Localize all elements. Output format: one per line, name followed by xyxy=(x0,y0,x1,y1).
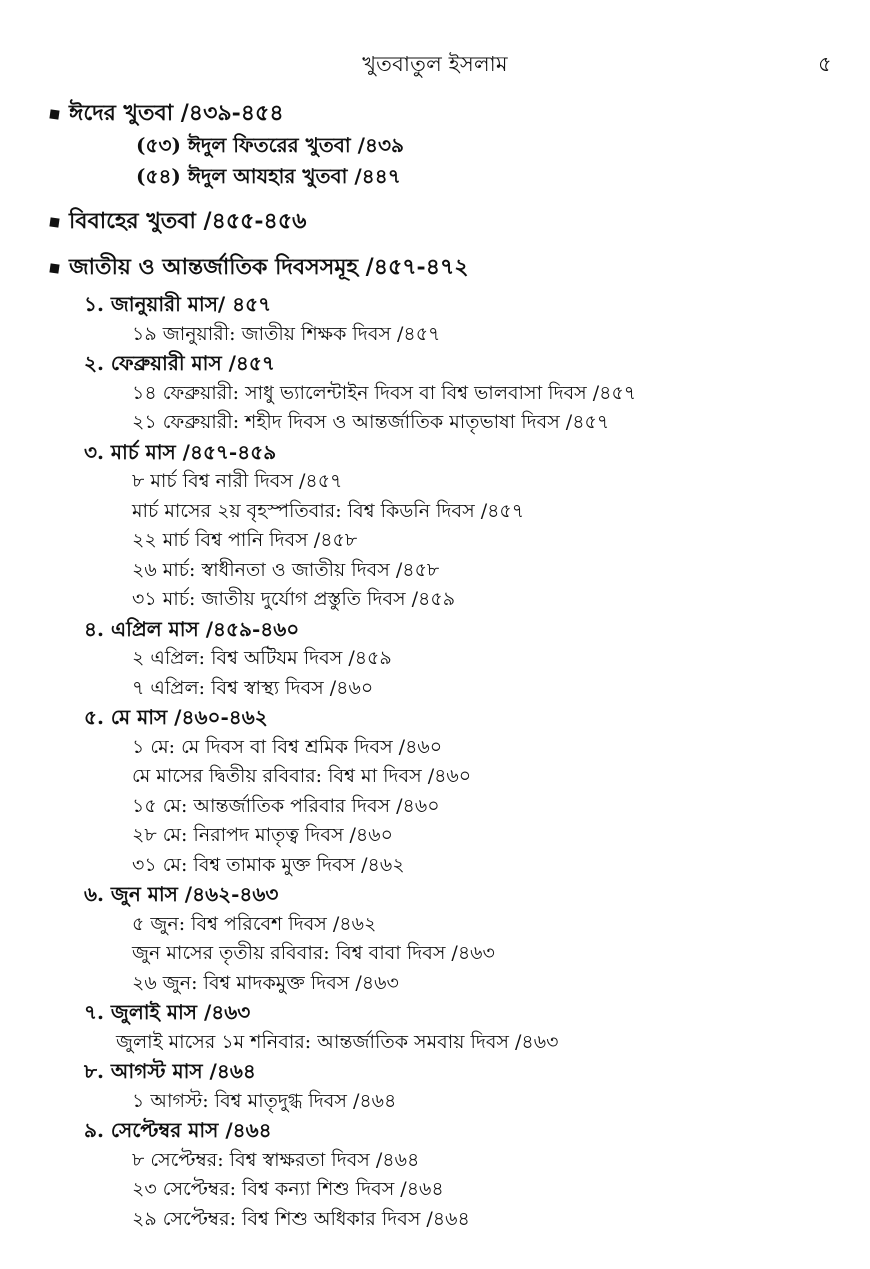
square-bullet-icon xyxy=(49,263,59,273)
toc-month-march: ৩. মার্চ মাস /৪৫৭-৪৫৯ xyxy=(84,439,277,464)
section-title: বিবাহের খুতবা /৪৫৫-৪৫৬ xyxy=(69,208,307,234)
table-of-contents xyxy=(0,96,870,1234)
section-title: জাতীয় ও আন্তর্জাতিক দিবসসমূহ /৪৫৭-৪৭২ xyxy=(69,254,469,280)
toc-entry: ২১ ফেব্রুয়ারী: শহীদ দিবস ও আন্তর্জাতিক মাতৃভাষা দিবস /৪৫৭ xyxy=(132,411,610,433)
toc-entry: ৮ সেপ্টেম্বর: বিশ্ব স্বাক্ষরতা দিবস /৪৬৪ xyxy=(132,1148,420,1171)
square-bullet-icon xyxy=(49,109,59,119)
toc-section-eid xyxy=(50,96,870,130)
toc-entry: ৩১ মার্চ: জাতীয় দুর্যোগ প্রস্তুতি দিবস /৪৫৯ xyxy=(132,588,456,610)
toc-entry: ৩১ মে: বিশ্ব তামাক মুক্ত দিবস /৪৬২ xyxy=(132,853,405,876)
toc-month-july: ৭. জুলাই মাস /৪৬৩ xyxy=(84,1000,251,1024)
toc-entry: ২২ মার্চ বিশ্ব পানি দিবস /৪৫৮ xyxy=(132,529,358,551)
toc-month-june: ৬. জুন মাস /৪৬২-৪৬৩ xyxy=(84,882,279,906)
toc-section-days xyxy=(50,250,870,284)
toc-month-august: ৮. আগস্ট মাস /৪৬৪ xyxy=(84,1059,256,1083)
toc-month-september: ৯. সেপ্টেম্বর মাস /৪৬৪ xyxy=(84,1118,272,1142)
toc-entry: ২৩ সেপ্টেম্বর: বিশ্ব কন্যা শিশু দিবস /৪৬৪ xyxy=(132,1178,444,1200)
toc-entry: ৫ জুন: বিশ্ব পরিবেশ দিবস /৪৬২ xyxy=(132,912,377,935)
toc-entry-eid-adha: (৫৪) ঈদুল আযহার খুতবা /৪৪৭ xyxy=(136,164,401,188)
toc-month-february: ২. ফেব্রুয়ারী মাস /৪৫৭ xyxy=(84,351,275,375)
toc-entry: ৭ এপ্রিল: বিশ্ব স্বাস্থ্য দিবস /৪৬০ xyxy=(132,676,374,699)
toc-entry: ২৬ জুন: বিশ্ব মাদকমুক্ত দিবস /৪৬৩ xyxy=(132,971,399,994)
running-title: খুতবাতুল ইসলাম xyxy=(362,52,508,76)
toc-entry: ৮ মার্চ বিশ্ব নারী দিবস /৪৫৭ xyxy=(132,470,343,492)
toc-entry-eid-fitr: (৫৩) ঈদুল ফিতরের খুতবা /৪৩৯ xyxy=(136,133,404,157)
toc-entry: ২ এপ্রিল: বিশ্ব অটিযম দিবস /৪৫৯ xyxy=(132,647,392,669)
toc-entry: ১ আগস্ট: বিশ্ব মাতৃদুগ্ধ দিবস /৪৬৪ xyxy=(132,1089,397,1112)
toc-section-marriage xyxy=(50,204,870,238)
toc-entry: জুলাই মাসের ১ম শনিবার: আন্তর্জাতিক সমবায় দিবস /৪৬৩ xyxy=(116,1030,559,1053)
page-number: ৫ xyxy=(818,52,832,76)
toc-entry: ২৯ সেপ্টেম্বর: বিশ্ব শিশু অধিকার দিবস /৪৬৪ xyxy=(132,1207,470,1230)
toc-entry: ২৬ মার্চ: স্বাধীনতা ও জাতীয় দিবস /৪৫৮ xyxy=(132,558,440,581)
toc-entry: ২৮ মে: নিরাপদ মাতৃত্ব দিবস /৪৬০ xyxy=(132,824,393,846)
toc-entry: মার্চ মাসের ২য় বৃহস্পতিবার: বিশ্ব কিডনি দিবস /৪৫৭ xyxy=(132,499,525,522)
toc-entry: ১৫ মে: আন্তর্জাতিক পরিবার দিবস /৪৬০ xyxy=(132,794,440,817)
toc-entry: জুন মাসের তৃতীয় রবিবার: বিশ্ব বাবা দিবস /৪৬৩ xyxy=(132,942,495,964)
toc-month-may: ৫. মে মাস /৪৬০-৪৬২ xyxy=(84,705,268,729)
toc-entry: মে মাসের দ্বিতীয় রবিবার: বিশ্ব মা দিবস /৪৬০ xyxy=(132,765,472,787)
section-title: ঈদের খুতবা /৪৩৯-৪৫৪ xyxy=(69,100,284,126)
toc-entry: ১৯ জানুয়ারী: জাতীয় শিক্ষক দিবস /৪৫৭ xyxy=(132,322,441,345)
toc-month-april: ৪. এপ্রিল মাস /৪৫৯-৪৬০ xyxy=(84,616,300,641)
toc-entry: ১৪ ফেব্রুয়ারী: সাধু ভ্যালেন্টাইন দিবস বা বিশ্ব ভালবাসা দিবস /৪৫৭ xyxy=(132,381,637,404)
toc-month-january: ১. জানুয়ারী মাস/ ৪৫৭ xyxy=(84,292,272,316)
square-bullet-icon xyxy=(49,217,59,227)
toc-entry: ১ মে: মে দিবস বা বিশ্ব শ্রমিক দিবস /৪৬০ xyxy=(132,735,443,758)
